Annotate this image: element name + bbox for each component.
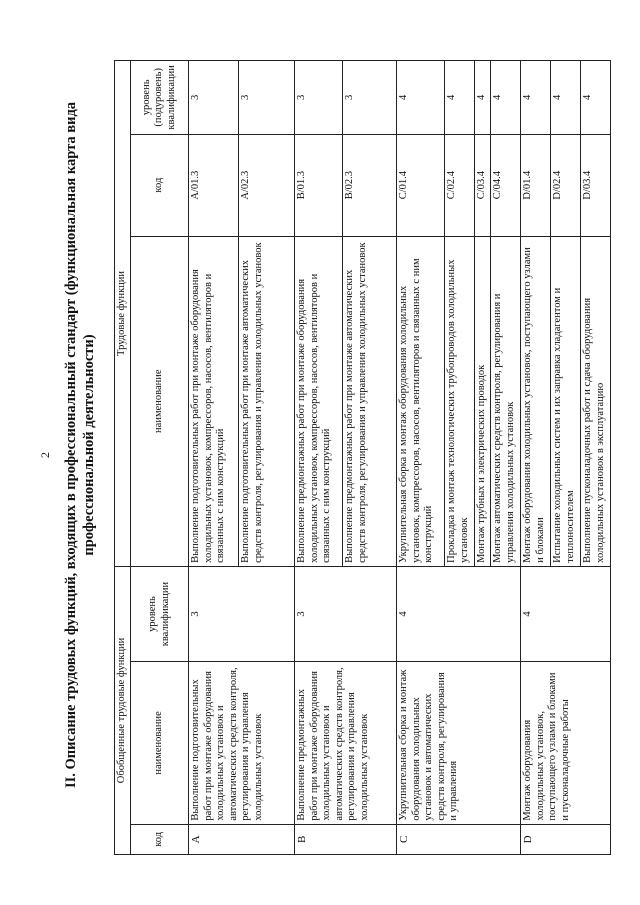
function-level: 4 — [445, 61, 475, 135]
function-level: 3 — [239, 61, 295, 135]
header-function-code: код — [131, 134, 189, 236]
function-level: 4 — [551, 61, 581, 135]
group-code: A — [189, 824, 295, 854]
functional-map-table — [114, 60, 611, 855]
function-level: 4 — [475, 61, 491, 135]
function-code: A/01.3 — [189, 134, 239, 236]
header-generalized: Обобщенные трудовые функции — [115, 566, 131, 854]
group-level: 3 — [295, 566, 397, 661]
group-level: 4 — [521, 566, 611, 661]
function-name: Прокладка и монтаж технологических трубопроводов холодильных установок — [445, 236, 475, 566]
function-level: 4 — [521, 61, 551, 135]
function-code: B/01.3 — [295, 134, 343, 236]
function-name: Выполнение предмонтажных работ при монтаже оборудования холодильных установок, компрессоров, насосов, вентиляторов и связанных с ним конструкций — [295, 236, 343, 566]
function-code: C/04.4 — [491, 134, 521, 236]
function-code: C/01.4 — [397, 134, 445, 236]
function-level: 3 — [295, 61, 343, 135]
group-code: C — [397, 824, 521, 854]
group-name: Монтаж оборудования холодильных установок, поступающего узлами и блоками и пусконаладочные работы — [521, 662, 611, 824]
section-title-continued: профессиональной деятельности) — [81, 334, 97, 556]
function-code: C/02.4 — [445, 134, 475, 236]
group-level: 4 — [397, 566, 521, 661]
function-code: D/01.4 — [521, 134, 551, 236]
header-function-name: наименование — [131, 236, 189, 566]
group-name: Выполнение предмонтажных работ при монтаже оборудования холодильных установок и автоматических средств контроля, регулирования и управления холодильных установок — [295, 662, 397, 824]
header-name: наименование — [131, 662, 189, 824]
function-name: Выполнение пусконаладочных работ и сдача оборудования холодильных установок в эксплуатацию — [581, 236, 611, 566]
header-labor: Трудовые функции — [115, 61, 131, 567]
page-number: 2 — [38, 452, 52, 458]
function-code: B/02.3 — [343, 134, 397, 236]
header-level: уровень квалификации — [131, 566, 189, 661]
function-level: 3 — [343, 61, 397, 135]
function-level: 4 — [581, 61, 611, 135]
function-code: A/02.3 — [239, 134, 295, 236]
function-name: Монтаж оборудования холодильных установок, поступающего узлами и блоками — [521, 236, 551, 566]
header-code: код — [131, 824, 189, 854]
function-code: C/03.4 — [475, 134, 491, 236]
function-name: Испытание холодильных систем и их заправка хладагентом и теплоносителем — [551, 236, 581, 566]
function-name: Монтаж трубных и электрических проводок — [475, 236, 491, 566]
function-level: 4 — [397, 61, 445, 135]
group-code: D — [521, 824, 611, 854]
function-name: Укрупнительная сборка и монтаж оборудования холодильных установок, компрессоров, насосов, вентиляторов и связанных с ним конструкций — [397, 236, 445, 566]
section-title: II. Описание трудовых функций, входящих в профессиональный стандарт (функциональная карта вида — [63, 101, 79, 789]
group-name: Выполнение подготовительных работ при монтаже оборудования холодильных установок и автоматических средств контроля, регулирования и управления холодильных установок — [189, 662, 295, 824]
function-code: D/02.4 — [551, 134, 581, 236]
function-name: Выполнение подготовительных работ при монтаже оборудования холодильных установок, компрессоров, насосов, вентиляторов и связанных с ним конструкций — [189, 236, 239, 566]
group-name: Укрупнительная сборка и монтаж оборудования холодильных установок и автоматических средств контроля, регулирования и управления — [397, 662, 521, 824]
function-name: Выполнение подготовительных работ при монтаже автоматических средств контроля, регулирования и управления холодильных установок — [239, 236, 295, 566]
function-level: 3 — [189, 61, 239, 135]
function-level: 4 — [491, 61, 521, 135]
function-name: Выполнение предмонтажных работ при монтаже автоматических средств контроля, регулирования и управления холодильных установок — [343, 236, 397, 566]
function-name: Монтаж автоматических средств контроля, регулирования и управления холодильных установок — [491, 236, 521, 566]
header-level-sub: уровень (подуровень) квалификации — [131, 61, 189, 135]
function-code: D/03.4 — [581, 134, 611, 236]
group-code: B — [295, 824, 397, 854]
group-level: 3 — [189, 566, 295, 661]
